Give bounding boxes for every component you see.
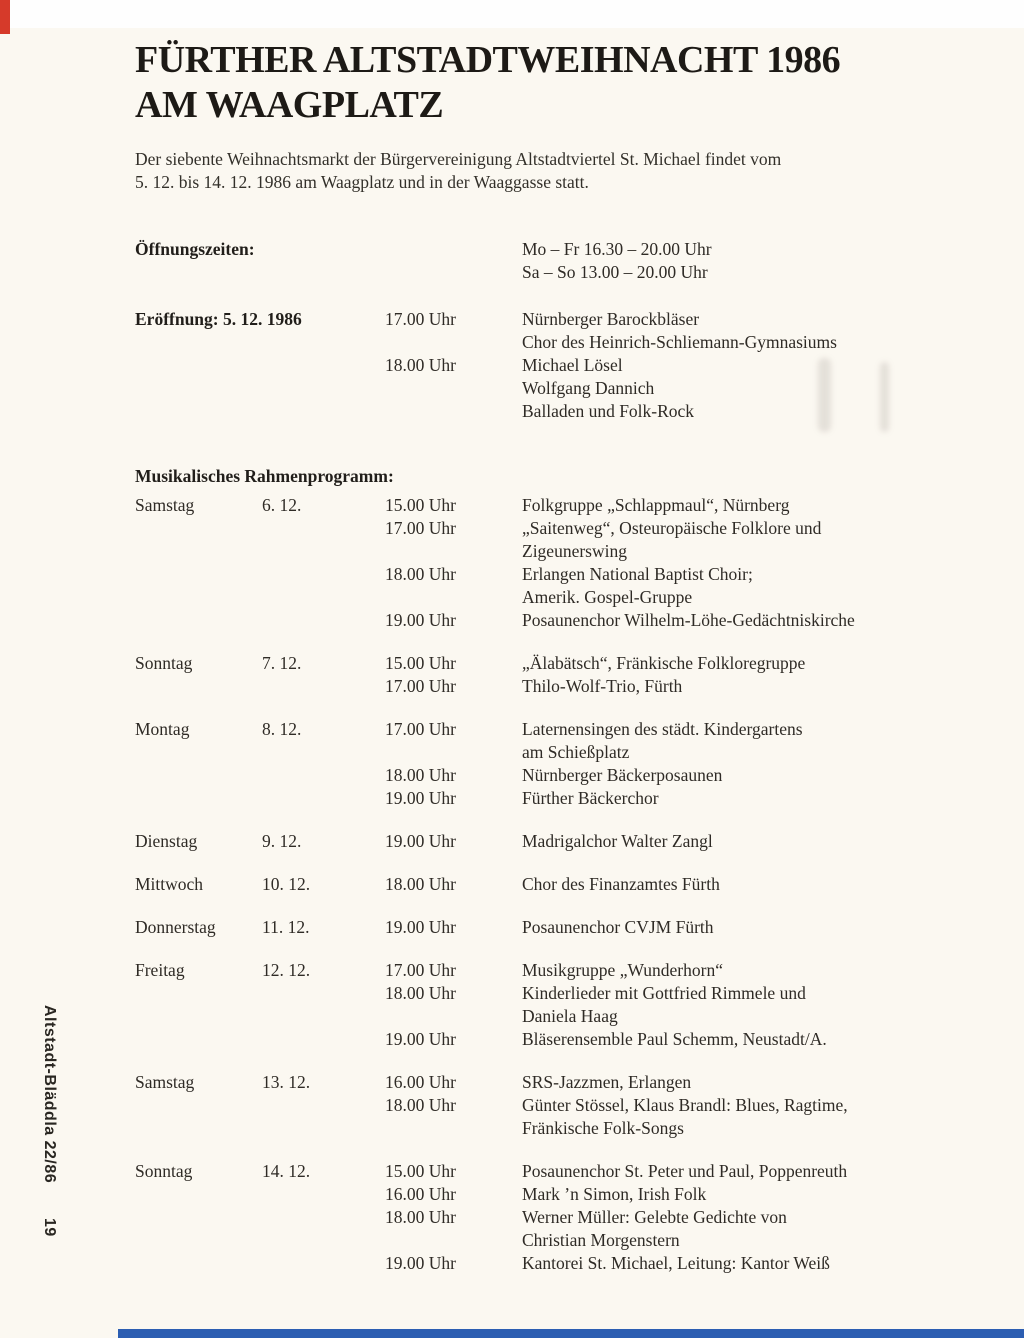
event-description: [522, 787, 967, 810]
time-label: 18.00 Uhr: [385, 1207, 456, 1227]
day-label: Dienstag: [135, 831, 198, 851]
day-label: Donnerstag: [135, 917, 216, 937]
event-description: [522, 652, 967, 675]
time-label: 16.00 Uhr: [385, 1184, 456, 1204]
date-label: 11. 12.: [262, 917, 310, 937]
day-label: Sonntag: [135, 1161, 193, 1181]
sidebar-imprint: [40, 1005, 58, 1237]
opening-hours-label: Öffnungszeiten:: [135, 239, 255, 259]
time-label: 17.00 Uhr: [385, 719, 456, 739]
event-line: Madrigalchor Walter Zangl: [522, 831, 713, 851]
event-line: Posaunenchor Wilhelm-Löhe-Gedächtniskirche: [522, 610, 855, 630]
day-label: Samstag: [135, 1072, 195, 1092]
time-label: 18.00 Uhr: [385, 1095, 456, 1115]
date-label: 6. 12.: [262, 495, 302, 515]
opening-events: [135, 308, 967, 423]
time-label: 19.00 Uhr: [385, 831, 456, 851]
program-day-row: [135, 652, 967, 698]
event-line: Kantorei St. Michael, Leitung: Kantor Weiß: [522, 1253, 830, 1273]
time-label: 17.00 Uhr: [385, 518, 456, 538]
event-description: [522, 1094, 967, 1140]
event-line: Posaunenchor St. Peter und Paul, Poppenreuth: [522, 1161, 848, 1181]
opening-hours-section: [135, 238, 967, 284]
day-label: Samstag: [135, 495, 195, 515]
time-label: 18.00 Uhr: [385, 355, 456, 375]
time-label: 19.00 Uhr: [385, 917, 456, 937]
event-description: [522, 959, 967, 982]
day-label: Montag: [135, 719, 190, 739]
time-label: 18.00 Uhr: [385, 874, 456, 894]
date-label: 8. 12.: [262, 719, 302, 739]
intro-paragraph: [135, 148, 967, 194]
page-number: 19: [41, 1218, 58, 1237]
date-label: 13. 12.: [262, 1072, 311, 1092]
date-label: 14. 12.: [262, 1161, 311, 1181]
event-description: [522, 517, 967, 563]
event-description: [522, 718, 967, 764]
document-content: [135, 38, 967, 1295]
time-label: 19.00 Uhr: [385, 788, 456, 808]
program-days: [135, 494, 967, 1275]
event-line: Fränkische Folk-Songs: [522, 1118, 684, 1138]
time-label: 19.00 Uhr: [385, 1029, 456, 1049]
event-line: Mark ’n Simon, Irish Folk: [522, 1184, 707, 1204]
event-line: SRS-Jazzmen, Erlangen: [522, 1072, 692, 1092]
event-line: Günter Stössel, Klaus Brandl: Blues, Ragtime,: [522, 1095, 848, 1115]
imprint-text: Altstadt-Bläddla 22/86: [41, 1005, 58, 1184]
event-line: Fürther Bäckerchor: [522, 788, 659, 808]
time-label: 15.00 Uhr: [385, 495, 456, 515]
time-label: 19.00 Uhr: [385, 610, 456, 630]
day-label: Mittwoch: [135, 874, 204, 894]
opening-hours-line: Sa – So 13.00 – 20.00 Uhr: [522, 262, 708, 282]
event-line: am Schießplatz: [522, 742, 630, 762]
bottom-blue-bar: [118, 1329, 1024, 1338]
event-description: [522, 494, 967, 517]
event-line: Kinderlieder mit Gottfried Rimmele und: [522, 983, 806, 1003]
event-line: Nürnberger Bäckerposaunen: [522, 765, 723, 785]
program-day-row: [135, 1160, 967, 1275]
time-label: 19.00 Uhr: [385, 1253, 456, 1273]
event-line: Chor des Heinrich-Schliemann-Gymnasiums: [522, 332, 837, 352]
time-label: 17.00 Uhr: [385, 676, 456, 696]
program-day-row: [135, 959, 967, 1051]
page-title: [135, 38, 967, 128]
event-line: Werner Müller: Gelebte Gedichte von: [522, 1207, 787, 1227]
program-day-row: [135, 718, 967, 810]
event-description: [522, 354, 967, 423]
event-description: [522, 308, 967, 354]
time-label: 17.00 Uhr: [385, 309, 456, 329]
event-line: Amerik. Gospel-Gruppe: [522, 587, 693, 607]
event-description: [522, 873, 967, 896]
opening-hours-values: [522, 238, 967, 284]
event-line: Folkgruppe „Schlappmaul“, Nürnberg: [522, 495, 790, 515]
event-description: [522, 982, 967, 1028]
date-label: 10. 12.: [262, 874, 311, 894]
intro-line: 5. 12. bis 14. 12. 1986 am Waagplatz und in der Waaggasse statt.: [135, 172, 589, 192]
date-label: 7. 12.: [262, 653, 302, 673]
day-label: Sonntag: [135, 653, 193, 673]
time-label: 15.00 Uhr: [385, 1161, 456, 1181]
program-day-row: [135, 494, 967, 632]
day-label: Freitag: [135, 960, 185, 980]
event-description: [522, 1252, 967, 1275]
event-line: Erlangen National Baptist Choir;: [522, 564, 753, 584]
date-label: 12. 12.: [262, 960, 311, 980]
program-day-row: [135, 873, 967, 896]
event-line: Nürnberger Barockbläser: [522, 309, 700, 329]
event-line: Thilo-Wolf-Trio, Fürth: [522, 676, 683, 696]
event-description: [522, 1160, 967, 1183]
page-title-line2: AM WAAGPLATZ: [135, 84, 444, 126]
time-label: 18.00 Uhr: [385, 983, 456, 1003]
event-line: Chor des Finanzamtes Fürth: [522, 874, 720, 894]
program-day-row: [135, 916, 967, 939]
event-line: Wolfgang Dannich: [522, 378, 655, 398]
event-description: [522, 675, 967, 698]
program-day-row: [135, 830, 967, 853]
event-description: [522, 1028, 967, 1051]
event-description: [522, 1206, 967, 1252]
program-day-row: [135, 1071, 967, 1140]
event-line: Musikgruppe „Wunderhorn“: [522, 960, 723, 980]
event-line: Daniela Haag: [522, 1006, 618, 1026]
event-line: „Saitenweg“, Osteuropäische Folklore und: [522, 518, 822, 538]
time-label: 16.00 Uhr: [385, 1072, 456, 1092]
event-line: Zigeunerswing: [522, 541, 627, 561]
red-edge-mark: [0, 0, 10, 34]
time-label: 17.00 Uhr: [385, 960, 456, 980]
event-description: [522, 916, 967, 939]
event-line: Michael Lösel: [522, 355, 623, 375]
event-line: Posaunenchor CVJM Fürth: [522, 917, 714, 937]
event-description: [522, 609, 967, 632]
event-line: Christian Morgenstern: [522, 1230, 680, 1250]
event-line: Bläserensemble Paul Schemm, Neustadt/A.: [522, 1029, 827, 1049]
time-label: 15.00 Uhr: [385, 653, 456, 673]
event-description: [522, 1071, 967, 1094]
intro-line: Der siebente Weihnachtsmarkt der Bürgervereinigung Altstadtviertel St. Michael findet vom: [135, 149, 782, 169]
program-header: Musikalisches Rahmenprogramm:: [135, 466, 394, 486]
event-line: Laternensingen des städt. Kindergartens: [522, 719, 803, 739]
date-label: 9. 12.: [262, 831, 302, 851]
opening-ceremony-label: Eröffnung: 5. 12. 1986: [135, 309, 302, 329]
event-description: [522, 563, 967, 609]
page-title-line1: FÜRTHER ALTSTADTWEIHNACHT 1986: [135, 39, 841, 81]
time-label: 18.00 Uhr: [385, 564, 456, 584]
time-label: 18.00 Uhr: [385, 765, 456, 785]
event-line: „Älabätsch“, Fränkische Folkloregruppe: [522, 653, 806, 673]
event-line: Balladen und Folk-Rock: [522, 401, 695, 421]
event-description: [522, 764, 967, 787]
opening-hours-line: Mo – Fr 16.30 – 20.00 Uhr: [522, 239, 712, 259]
event-description: [522, 1183, 967, 1206]
event-description: [522, 830, 967, 853]
scan-top-edge: [0, 0, 1024, 28]
